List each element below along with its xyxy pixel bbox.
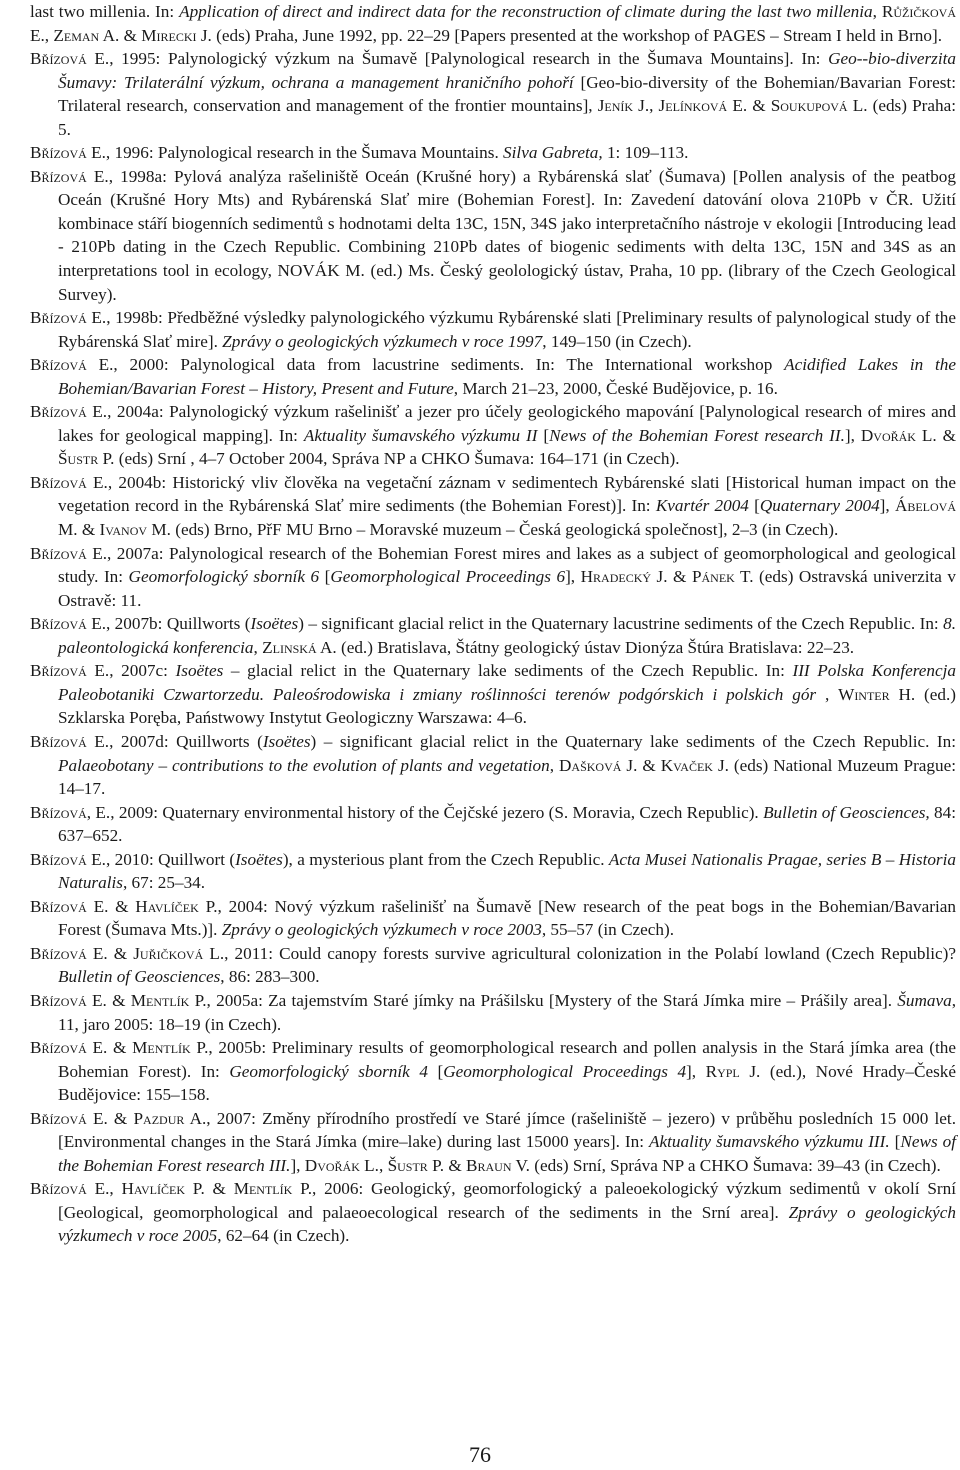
reference-text: ], xyxy=(686,1061,706,1081)
italic-title: Isoëtes xyxy=(250,614,299,634)
italic-title: Acidified Lakes in the Bohemian/Bavarian Forest – History, Present and Future xyxy=(58,355,957,398)
reference-text: E. & xyxy=(727,96,771,116)
reference-text: – glacial relict in the Quaternary lake sediments of the Czech Republic. In: xyxy=(223,661,793,681)
reference-text: L., 2011: Could canopy forests survive agricultural colonization in the Polabí lowland (Czech Republic)? xyxy=(203,943,956,963)
reference-text: E., 2007d: Quillworts ( xyxy=(86,731,263,751)
reference-text: , March 21–23, 2000, České Budějovice, p. 16. xyxy=(453,378,778,398)
italic-title: Bulletin of Geosciences xyxy=(58,967,221,987)
reference-entry xyxy=(30,659,956,730)
italic-title: Zprávy o geologických výzkumech v roce 2005 xyxy=(58,1202,957,1246)
reference-text: E., 2010: Quillwort ( xyxy=(86,849,236,869)
author-name: Šustr xyxy=(58,449,99,469)
reference-text: P., 2004: Nový výzkum rašelinišť na Šumavě [New research of the peat bogs in the Bohemian/Bavarian Forest (Šumava Mts.)]. xyxy=(58,896,956,940)
reference-text: P., 2005b: Preliminary results of geomorphological research and pollen analysis in the Stará jímka area (the Bohemian Forest). In: xyxy=(58,1038,956,1081)
reference-text: 84: 637–652. xyxy=(58,802,956,846)
author-name: Mentlík xyxy=(233,1179,293,1199)
reference-text: , xyxy=(253,637,263,657)
reference-text: , 62–64 (in Czech). xyxy=(217,1226,350,1246)
author-name: Břízová xyxy=(30,731,87,751)
reference-text: E., xyxy=(86,1179,122,1199)
reference-text: , 67: 25–34. xyxy=(122,873,206,893)
reference-entry xyxy=(30,165,956,306)
reference-text: [ xyxy=(319,567,331,587)
author-name: Mentlík xyxy=(132,1038,191,1058)
reference-text: , xyxy=(872,2,882,21)
reference-text: E. & xyxy=(86,1108,134,1128)
reference-text: H. (ed.) Szklarska Poręba, Państwowy Instytut Geologiczny Warszawa: 4–6. xyxy=(58,684,956,728)
reference-text: P. & xyxy=(185,1179,234,1199)
reference-text: E., 2007b: Quillworts ( xyxy=(86,614,251,634)
italic-title: Geo--bio-diverzita Šumavy: Trilaterální výzkum, ochrana a management hraničního pohoří xyxy=(58,49,956,92)
reference-text: ], xyxy=(565,567,581,587)
italic-title: News of the Bohemian Forest research III. xyxy=(58,1132,956,1175)
italic-title: News of the Bohemian Forest research II. xyxy=(549,425,845,445)
reference-text: J., xyxy=(633,96,659,116)
italic-title: Geomorfologický sborník 6 xyxy=(128,567,320,587)
reference-text: P. (eds) Srní , 4–7 October 2004, Správa NP a CHKO Šumava: 164–171 (in Czech). xyxy=(98,449,680,469)
author-name: Dašková xyxy=(559,755,622,775)
reference-entry xyxy=(30,400,956,471)
reference-text: [ xyxy=(889,1132,901,1152)
italic-title: Isoëtes xyxy=(175,661,224,681)
italic-title: Aktuality šumavského výzkumu II xyxy=(303,425,538,445)
reference-text: E., 2007c: xyxy=(86,661,176,681)
reference-text: , 149–150 (in Czech). xyxy=(542,331,692,351)
italic-title: Isoëtes xyxy=(235,849,283,869)
reference-text: L. & xyxy=(915,425,956,445)
italic-title: Šumava xyxy=(897,990,952,1010)
reference-text: J. (ed.), Nové Hrady–České Budějovice: 155–158. xyxy=(58,1061,956,1105)
reference-text: [Geo-bio-diversity of the Bohemian/Bavarian Forest: Trilateral research, conservation and management of the frontier mountains], xyxy=(58,72,956,116)
author-name: Jelínková xyxy=(658,96,728,116)
reference-text: 1: 109–113. xyxy=(602,143,689,163)
reference-text: , 86: 283–300. xyxy=(220,967,320,987)
reference-entry xyxy=(30,1107,956,1178)
reference-entry xyxy=(30,542,956,613)
reference-text: E., 2000: Palynological data from lacustrine sediments. In: The International workshop xyxy=(86,355,785,375)
reference-text: E., 2004b: Historický vliv člověka na vegetační záznam v sedimentech Rybárenské slati [Historical human impact on the vegetation record in the Rybárenská Slať mire sediments (the Bohemian Forest)]. In: xyxy=(58,472,956,516)
reference-text: M. & xyxy=(58,520,100,540)
author-name: Pánek xyxy=(691,567,735,587)
reference-text: P., 2006: Geologický, geomorfologický a paleoekologický výzkum sedimentů v okolí Srní [Geological, geomorphological and palaeoecological research of the sediments in the Srní area]. xyxy=(58,1179,957,1222)
author-name: Soukupová xyxy=(770,96,848,116)
author-name: Juřičková xyxy=(133,943,204,963)
reference-text: , 11, jaro 2005: 18–19 (in Czech). xyxy=(58,990,956,1034)
author-name: Břízová xyxy=(30,308,87,328)
italic-title: Application of direct and indirect data for the reconstruction of climate during the last two millenia xyxy=(179,2,873,21)
reference-entry xyxy=(30,895,956,942)
italic-title: Aktuality šumavského výzkumu III. xyxy=(648,1132,890,1152)
reference-entry xyxy=(30,989,956,1036)
reference-entry xyxy=(30,1177,956,1248)
reference-text: [ xyxy=(748,496,760,516)
reference-text: J. & xyxy=(651,567,692,587)
author-name: Ábelová xyxy=(894,496,957,516)
reference-text: E., 1995: Palynologický výzkum na Šumavě [Palynological research in the Šumava Mountains]. In: xyxy=(86,49,829,69)
reference-entry xyxy=(30,306,956,353)
author-name: Havlíček xyxy=(135,896,199,916)
italic-title: Palaeobotany – contributions to the evolution of plants and vegetation xyxy=(58,755,550,775)
italic-title: Quaternary 2004 xyxy=(759,496,880,516)
author-name: Břízová xyxy=(30,661,87,681)
author-name: Břízová xyxy=(30,472,87,492)
italic-title: Bulletin of Geosciences, xyxy=(763,802,930,822)
author-name: Břízová xyxy=(30,896,87,916)
author-name: Břízová xyxy=(30,614,87,634)
author-name: Břízová xyxy=(30,143,87,163)
bibliography-page xyxy=(30,0,956,1248)
reference-entry xyxy=(30,730,956,801)
reference-text: E. & xyxy=(86,943,134,963)
reference-entry xyxy=(30,1036,956,1107)
reference-text: J. & xyxy=(621,755,661,775)
reference-text: T. (eds) Ostravská univerzita v Ostravě: 11. xyxy=(58,567,957,610)
italic-title: Silva Gabreta, xyxy=(503,143,603,163)
reference-text: P., 2005a: Za tajemstvím Staré jímky na Prášilsku [Mystery of the Stará Jímka mire – Prášily area]. xyxy=(189,990,898,1010)
reference-text: V. (eds) Srní, Správa NP a CHKO Šumava: 39–43 (in Czech). xyxy=(511,1155,941,1175)
author-name: Růžičková xyxy=(881,2,956,21)
author-name: Břízová xyxy=(30,49,87,69)
italic-title: Geomorphological Proceedings 4 xyxy=(443,1061,687,1081)
reference-text: ), a mysterious plant from the Czech Republic. xyxy=(282,849,609,869)
reference-text: L., xyxy=(359,1155,388,1175)
author-name: Kvaček xyxy=(660,755,713,775)
italic-title: Geomorfologický sborník 4 xyxy=(229,1061,428,1081)
reference-entry xyxy=(30,942,956,989)
reference-entry xyxy=(30,141,956,165)
author-name: Břízová xyxy=(30,1179,87,1199)
reference-text: E., 2007a: Palynological research of the Bohemian Forest mires and lakes as a subject of geomorphological and geological study. In: xyxy=(58,543,956,587)
author-name: Šustr xyxy=(387,1155,428,1175)
reference-text: J. (eds) Praha, June 1992, pp. 22–29 [Papers presented at the workshop of PAGES – Stream I held in Brno]. xyxy=(196,25,943,45)
author-name: Havlíček xyxy=(121,1179,185,1199)
author-name: Břízová xyxy=(30,990,87,1010)
reference-text: ) – significant glacial relict in the Quaternary lacustrine sediments of the Czech Republic. In: xyxy=(298,614,944,634)
page-number: 76 xyxy=(469,1442,491,1467)
author-name: Břízová xyxy=(30,802,87,822)
author-name: Jeník xyxy=(597,96,634,116)
italic-title: 8. paleontologická konferencia xyxy=(58,614,956,657)
author-name: Mirecki xyxy=(141,25,197,45)
reference-text: A. & xyxy=(99,25,142,45)
author-name: Břízová xyxy=(30,849,87,869)
reference-text: [ xyxy=(427,1061,444,1081)
author-name: Břízová xyxy=(30,355,87,375)
reference-text: , xyxy=(549,755,559,775)
author-name: Břízová xyxy=(30,1108,87,1128)
reference-text: E. & xyxy=(86,990,131,1010)
italic-title: Zprávy o geologických výzkumech v roce 2003 xyxy=(221,920,542,940)
author-name: Hradecký xyxy=(580,567,652,587)
reference-text: E., xyxy=(30,25,54,45)
reference-entry xyxy=(30,848,956,895)
italic-title: III Polska Konferencja Paleobotaniki Czwartorzedu. Paleośrodowiska i zmiany roślinności terenów podgórskich i polskich gór xyxy=(58,661,956,704)
reference-text: ) – significant glacial relict in the Quaternary lake sediments of the Czech Republic. In: xyxy=(310,731,956,751)
italic-title: Acta Musei Nationalis Pragae, series B – Historia Naturalis xyxy=(58,849,956,893)
reference-text: J. (eds) National Muzeum Prague: 14–17. xyxy=(58,755,957,799)
author-name: Rypl xyxy=(705,1061,740,1081)
author-name: Pazdur xyxy=(133,1108,185,1128)
italic-title: Geomorphological Proceedings 6 xyxy=(330,567,566,587)
reference-text: E., 1996: Palynological research in the Šumava Mountains. xyxy=(86,143,504,163)
reference-text: ], xyxy=(844,425,861,445)
author-name: Břízová xyxy=(30,402,87,422)
author-name: Břízová xyxy=(30,543,87,563)
reference-entry xyxy=(30,47,956,141)
reference-text: , E., 2009: Quaternary environmental history of the Čejčské jezero (S. Moravia, Czech Republic). xyxy=(86,802,764,822)
reference-entry xyxy=(30,353,956,400)
reference-text: E. & xyxy=(86,896,136,916)
italic-title: Kvartér 2004 xyxy=(655,496,749,516)
reference-text: P. & xyxy=(427,1155,467,1175)
author-name: Zeman xyxy=(53,25,100,45)
author-name: Zlinská xyxy=(262,637,317,657)
reference-text: ], xyxy=(879,496,895,516)
author-name: Dvořák xyxy=(304,1155,360,1175)
italic-title: Zprávy o geologických výzkumech v roce 1997 xyxy=(222,331,543,351)
reference-text: E., 2004a: Palynologický výzkum rašelinišť a jezer pro účely geologického mapování [Palynological research of mires and lakes for geological mapping]. In: xyxy=(58,402,956,445)
italic-title: Isoëtes xyxy=(262,731,311,751)
reference-text: , xyxy=(816,684,839,704)
reference-text: M. (eds) Brno, PřF MU Brno – Moravské muzeum – Česká geologická společnost], 2–3 (in Czech). xyxy=(147,520,839,540)
reference-entry xyxy=(30,612,956,659)
reference-entry xyxy=(30,801,956,848)
reference-text: A. (ed.) Bratislava, Štátny geologický ústav Dionýza Štúra Bratislava: 22–23. xyxy=(316,637,855,657)
reference-entry-continuation xyxy=(30,0,956,47)
reference-text: L. (eds) Praha: 5. xyxy=(58,96,956,139)
reference-entry xyxy=(30,471,956,542)
reference-text: A., 2007: Změny přírodního prostředí ve Staré jímce (rašeliniště – jezero) v průběhu posledních 15 000 let. [Environmental changes in the Stará Jímka (mire–lake) during last 15000 years]. In: xyxy=(58,1108,956,1152)
reference-text: E., 1998b: Předběžné výsledky palynologického výzkumu Rybárenské slati [Preliminary results of palynological study of the Rybárenská Slať mire]. xyxy=(58,308,956,351)
author-name: Mentlík xyxy=(130,990,190,1010)
author-name: Dvořák xyxy=(860,425,916,445)
reference-text: [ xyxy=(537,425,550,445)
author-name: Winter xyxy=(838,684,890,704)
reference-text: , 55–57 (in Czech). xyxy=(541,920,675,940)
author-name: Břízová xyxy=(30,1038,87,1058)
author-name: Břízová xyxy=(30,943,87,963)
author-name: Braun xyxy=(466,1155,512,1175)
author-name: Ivanov xyxy=(99,520,148,540)
author-name: Břízová xyxy=(30,166,87,186)
reference-text: last two millenia. In: xyxy=(30,2,180,21)
reference-text: E. & xyxy=(86,1038,133,1058)
reference-text: ], xyxy=(290,1155,305,1175)
reference-text: E., 1998a: Pylová analýza rašeliniště Oceán (Krušné hory) a Rybárenská slať (Šumava) [Pollen analysis of the peatbog Oceán (Krušné Hory Mts) and Rybárenská Slať mire (Bohemian Forest]. In: Zavedení datování olova 210Pb v ČR. Užití kombinace stáří biogenních sedimentů s hodnotami delta 13C, 15N, 34S jako interpretačního nástroje v ekologii [Introducing lead - 210Pb dating in the Czech Republic. Combining 210Pb dates of biogenic sediments with delta 13C, 15N and 34S as an interpretations tool in ecology, NOVÁK M. (ed.) Ms. Český geolologický ústav, Praha, 10 pp. (library of the Czech Geological Survey). xyxy=(58,166,956,304)
